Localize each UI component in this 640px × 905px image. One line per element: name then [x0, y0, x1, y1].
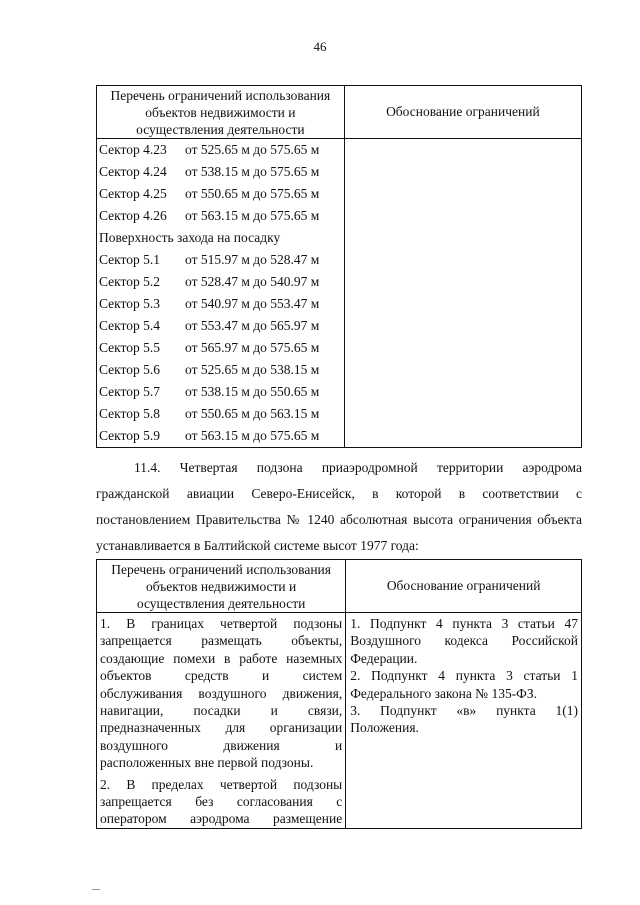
text-line: обслуживания воздушного движения, — [100, 685, 343, 701]
sector-row — [97, 161, 344, 183]
header-line: Перечень ограничений использования — [111, 561, 331, 577]
header-line: Перечень ограничений использования — [110, 87, 331, 103]
sector-range: от 553.47 м до 565.97 м — [185, 318, 320, 333]
sector-range: от 550.65 м до 563.15 м — [185, 406, 320, 421]
sector-range: от 540.97 м до 553.47 м — [185, 296, 320, 311]
header-line: осуществления деятельности — [136, 121, 305, 137]
header-line: объектов недвижимости и — [145, 578, 297, 594]
sector-name: Сектор 5.9 — [99, 428, 161, 443]
sector-range: от 538.15 м до 575.65 м — [185, 164, 320, 179]
sector-range: от 563.15 м до 575.65 м — [185, 208, 320, 223]
sector-name: Сектор 4.26 — [99, 208, 167, 223]
sector-row — [97, 381, 344, 403]
sector-row — [97, 139, 344, 161]
section-11-4-paragraph — [96, 455, 582, 559]
sector-range: от 538.15 м до 550.65 м — [185, 384, 320, 399]
text-line: оператором аэродрома размещение — [100, 811, 343, 827]
sector-row — [97, 359, 344, 381]
sector-row — [97, 425, 344, 447]
text-line: 1. Подпункт 4 пункта 3 статьи 47 — [350, 616, 578, 631]
sector-row — [97, 403, 344, 425]
text-line: Положения. — [350, 720, 419, 736]
table1-sector-list — [97, 139, 345, 448]
sector-name: Сектор 4.23 — [99, 142, 167, 157]
text-line: 1. В границах четвертой подзоны — [100, 616, 343, 631]
page-number: 46 — [313, 39, 327, 54]
table1-header-justification: Обоснование ограничений — [344, 86, 581, 139]
paragraph-line: постановлением Правительства № 1240 абсолютная высота ограничения объекта — [96, 512, 582, 527]
table2-restrictions-cell — [97, 613, 346, 829]
header-line: объектов недвижимости и — [145, 104, 296, 120]
sector-row — [97, 337, 344, 359]
text-line: 2. В пределах четвертой подзоны — [100, 776, 343, 792]
text-line: предназначенных для организации — [100, 720, 343, 736]
paragraph-line: 11.4. Четвертая подзона приаэродромной территории аэродрома — [134, 460, 582, 475]
sector-name: Сектор 4.25 — [99, 186, 167, 201]
approach-surface-label: Поверхность захода на посадку — [99, 230, 281, 245]
restriction-item-1 — [100, 615, 342, 772]
sector-row — [97, 249, 344, 271]
sector-name: Сектор 5.1 — [99, 252, 161, 267]
sector-range: от 528.47 м до 540.97 м — [185, 274, 320, 289]
sector-name: Сектор 5.7 — [99, 384, 161, 399]
fourth-subzone-table — [96, 559, 582, 829]
justification-list — [350, 615, 578, 737]
sector-name: Сектор 5.5 — [99, 340, 161, 355]
paragraph-line: устанавливается в Балтийской системе высот 1977 года: — [96, 538, 419, 553]
header-line: осуществления деятельности — [136, 595, 306, 611]
sector-range: от 525.65 м до 575.65 м — [185, 142, 320, 157]
sector-range: от 563.15 м до 575.65 м — [185, 428, 320, 443]
text-line: расположенных вне первой подзоны. — [100, 755, 314, 771]
sector-name: Сектор 4.24 — [99, 164, 167, 179]
sector-row — [97, 315, 344, 337]
sector-row — [97, 183, 344, 205]
restriction-item-2 — [100, 776, 342, 828]
table2-header-justification: Обоснование ограничений — [346, 560, 582, 613]
text-line: навигации, посадки и связи, — [100, 703, 343, 719]
text-line: Воздушного кодекса Российской — [350, 633, 578, 649]
text-line: запрещается без согласования с — [100, 794, 343, 810]
text-line: 3. Подпункт «в» пункта 1(1) — [350, 703, 578, 719]
text-line: запрещается размещать объекты, — [100, 633, 343, 649]
sector-name: Сектор 5.4 — [99, 318, 161, 333]
sector-range: от 550.65 м до 575.65 м — [185, 186, 320, 201]
sector-name: Сектор 5.6 — [99, 362, 161, 377]
sector-range: от 525.65 м до 538.15 м — [185, 362, 320, 377]
table1-justification-cell — [344, 139, 581, 448]
sector-row — [97, 293, 344, 315]
sector-row — [97, 205, 344, 227]
sector-range: от 565.97 м до 575.65 м — [185, 340, 320, 355]
paragraph-line: гражданской авиации Северо-Енисейск, в которой в соответствии с — [96, 486, 582, 501]
sector-row — [97, 271, 344, 293]
text-line: объектов средств и систем — [100, 668, 343, 684]
sector-name: Сектор 5.2 — [99, 274, 161, 289]
scan-mark — [92, 889, 100, 890]
sector-restrictions-table — [96, 85, 582, 448]
sector-name: Сектор 5.3 — [99, 296, 161, 311]
table2-justification-cell — [346, 613, 582, 829]
sector-name: Сектор 5.8 — [99, 406, 161, 421]
text-line: Федерального закона № 135-ФЗ. — [350, 685, 537, 701]
text-line: 2. Подпункт 4 пункта 3 статьи 1 — [350, 668, 578, 684]
text-line: создающие помехи в работе наземных — [100, 650, 343, 666]
table1-header-restrictions — [97, 86, 345, 139]
text-line: Федерации. — [350, 650, 418, 666]
table2-header-restrictions — [97, 560, 346, 613]
text-line: воздушного движения и — [100, 737, 343, 753]
sector-range: от 515.97 м до 528.47 м — [185, 252, 320, 267]
